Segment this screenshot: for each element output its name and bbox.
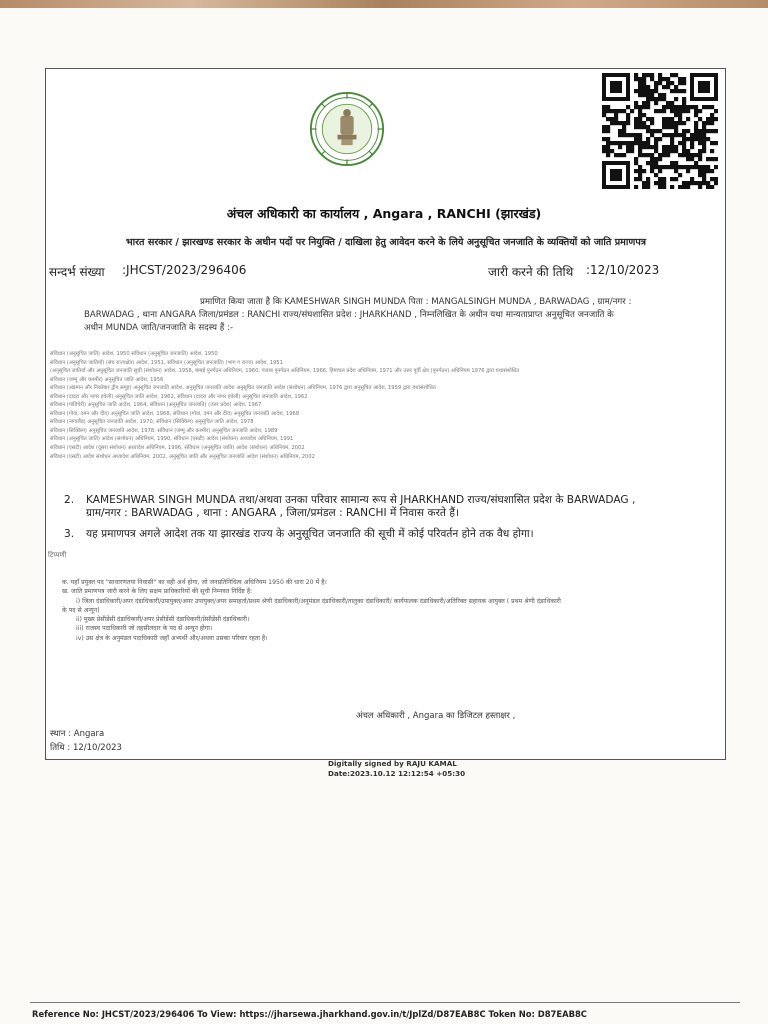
point-2-line-2: ग्राम/नगर : BARWADAG , थाना : ANGARA , जिला/प्रमंडल : RANCHI में निवास करते हैं।: [86, 507, 459, 519]
footer-reference: Reference No: JHCST/2023/296406 To View: https://jharsewa.jharkhand.gov.in/t/JplZd/D87EAB8C Token No: D87EAB8C: [32, 1009, 587, 1019]
point-3-line-1: यह प्रमाणपत्र अगले आदेश तक या झारखंड राज्य के अनुसूचित जनजाति की सूची में कोई परिवर्तन होने तक वैध होगा।: [86, 528, 534, 540]
point-2-line-1: KAMESHWAR SINGH MUNDA तथा/अथवा उनका परिवार सामान्य रूप से JHARKHAND राज्य/संघशासित प्रदेश के BARWADAG ,: [86, 494, 636, 506]
order-item: संविधान (पांडिचेरी) अनुसूचित जाति आदेश, 1964, संविधान (अनुसूचित जनजाति) (उत्तर प्रदेश) आदेश, 1967: [50, 402, 262, 409]
footer-divider: [30, 1002, 740, 1003]
order-item: संविधान (अंडमान और निकोबार द्वीप समूह) अनुसूचित जनजाति आदेश, अनुसूचित जनजाति आदेश अनुसूचित जनजाति आदेश (संशोधन) अधिनियम, 1976 द्वारा अनुसूचित आदेश, 1959 द्वारा यथासंशोधित: [50, 385, 436, 392]
notes-heading: टिप्पणी: [48, 551, 67, 559]
notes-list: [62, 578, 722, 643]
digital-signed-by: Digitally signed by RAJU KAMAL: [328, 759, 457, 768]
order-item: संविधान (अनुसूचित जाति) आदेश, 1950 संविधान (अनुसूचित जनजाति) आदेश, 1950: [50, 351, 218, 357]
order-item: संविधान (जम्मू और कश्मीर) अनुसूचित जाति आदेश, 1956: [50, 376, 164, 383]
point-3: [64, 528, 724, 541]
issue-date-label: जारी करने की तिथि: [488, 265, 574, 279]
order-item: संविधान (एसटी) आदेश (दूसरा संशोधन) अध्यादेश अधिनियम, 1996, संविधान (अनुसूचित जाति) आदेश (संशोधन) अधिनियम, 2002: [50, 445, 305, 452]
point-number: 3.: [64, 528, 75, 540]
jharkhand-government-emblem-icon: [309, 91, 385, 167]
issue-date-value: :12/10/2023: [586, 263, 660, 277]
certify-line-2: BARWADAG , थाना ANGARA जिला/प्रमंडल : RANCHI राज्य/संघशासित प्रदेश : JHARKHAND , निम्नलिखित के अधीन यथा मान्यताप्राप्त अनुसूचित जनजाति के: [84, 310, 614, 320]
order-item: संविधान (अनुसूचित जाति) आदेश (संशोधन) अधिनियम, 1990, संविधान (एसटी) आदेश (संशोधन) अध्यादेश अधिनियम, 1991: [50, 436, 294, 443]
certification-paragraph: [84, 296, 720, 335]
certificate-subtitle: भारत सरकार / झारखण्ड सरकार के अधीन पदों पर नियुक्ति / दाखिला हेतु आवेदन करने के लिये अनुसूचित जनजाति के व्यक्तियों को जाति प्रमाणपत्र: [125, 237, 647, 248]
signature-line: अंचल अधिकारी , Angara का डिजिटल हस्ताक्षर ,: [356, 711, 516, 721]
order-item: संविधान (दादरा और नागर हवेली) अनुसूचित जाति आदेश, 1962, संविधान (दादरा और नागर हवेली) अनुसूचित जनजाति आदेश, 1962: [50, 393, 308, 400]
date-field: तिथि : 12/10/2023: [50, 743, 122, 753]
note-b-iv: iv) उस क्षेत्र के अनुमंडल पदाधिकारी जहाँ अभ्यर्थी और/अथवा उसका परिवार रहता है।: [76, 634, 268, 642]
note-b-i-line-2: के पद से अन्यून): [62, 606, 100, 614]
order-item: संविधान (अनुसूचित जातियाँ) (संघ राज्यक्षेत्र) आदेश, 1951, संविधान (अनुसूचित जनजाति) (भाग ग राज्य) आदेश, 1951: [50, 359, 283, 366]
certify-line-1: प्रमाणित किया जाता है कि KAMESHWAR SINGH MUNDA पिता : MANGALSINGH MUNDA , BARWADAG , ग्राम/नगर :: [200, 297, 632, 307]
place-field: स्थान : Angara: [50, 729, 105, 739]
note-b-i-line-1: i) जिला दंडाधिकारी/अपर दंडाधिकारी/उपायुक्त/अपर उपायुक्त/अपर समाहर्ता/प्रथम श्रेणी दंडाधिकारी/अनुमंडल दंडाधिकारी/तालुका दंडाधिकारी/ कार्यपालक दंडाधिकारी/अतिरिक्त सहायक आयुक्त ( प्रथम श्रेणी दंडाधिकारी: [76, 597, 561, 605]
order-item: संविधान (गोवा, दमन और दीव) अनुसूचित जाति आदेश, 1968, संविधान (गोवा, दमन और दीव) अनुसूचित जनजाति आदेश, 1968: [50, 410, 300, 417]
page-top-band: [0, 0, 768, 8]
reference-label: सन्दर्भ संख्या: [49, 265, 105, 279]
note-a: क. यहाँ प्रयुक्त पद "साधारणतया निवासी" का वही अर्थ होगा, जो जनप्रतिनिधित्व अधिनियम 1950 की धारा 20 में है।: [62, 579, 327, 586]
qr-code-icon: [602, 73, 718, 189]
note-b: ख. जाति प्रमाणपत्र जारी करने के लिए सक्षम प्राधिकारियों की सूची निम्नवत निर्दिष्ट है:: [62, 588, 253, 596]
digital-signature-block: [328, 759, 465, 779]
order-item: (अनुसूचित जातियाँ और अनुसूचित जनजाति सूची (संशोधन) आदेश, 1956, बम्बई पुनर्गठन अधिनियम, 1960, पंजाब पुनर्गठन अधिनियम, 1966, हिमाचल प्रदेश अधिनियम, 1971 और उत्तर पूर्वी क्षेत्र (पुनर्गठन) अधिनियम 1976 द्वारा यथासंशोधित: [50, 368, 520, 375]
order-item: संविधान (एसटी) आदेश संशोधन अध्यादेश अधिनियम, 2002, अनुसूचित जाति और अनुसूचित जनजाति आदेश (संशोधन) अधिनियम, 2002: [50, 453, 315, 460]
note-b-iii: iii) राजस्व पदाधिकारी जो तहसीलदार के पद से अन्यून होगा।: [76, 625, 213, 633]
order-item: संविधान (सिक्किम) अनुसूचित जनजाति आदेश, 1978, संविधान (जम्मू और कश्मीर) अनुसूचित जनजाति आदेश, 1989: [50, 427, 278, 434]
reference-number: :JHCST/2023/296406: [122, 263, 247, 277]
order-item: संविधान (नागालैंड) अनुसूचित जनजाति आदेश, 1970, संविधान (सिक्किम) अनुसूचित जाति आदेश, 1978: [50, 419, 254, 426]
point-2: [64, 494, 724, 520]
office-title: अंचल अधिकारी का कार्यालय , Angara , RANCHI (झारखंड): [226, 206, 542, 221]
digital-sign-date: Date:2023.10.12 12:12:54 +05:30: [328, 769, 466, 778]
constitution-orders-list: [50, 350, 720, 461]
certify-line-3: अधीन MUNDA जाति/जनजाति के सदस्य हैं :-: [84, 323, 234, 333]
note-b-ii: ii) मुख्य प्रेसीडेंसी दंडाधिकारी/अपर प्रेसीडेंसी दंडाधिकारी/प्रेसीडेंसी दंडाधिकारी।: [76, 616, 250, 624]
point-number: 2.: [64, 494, 75, 506]
